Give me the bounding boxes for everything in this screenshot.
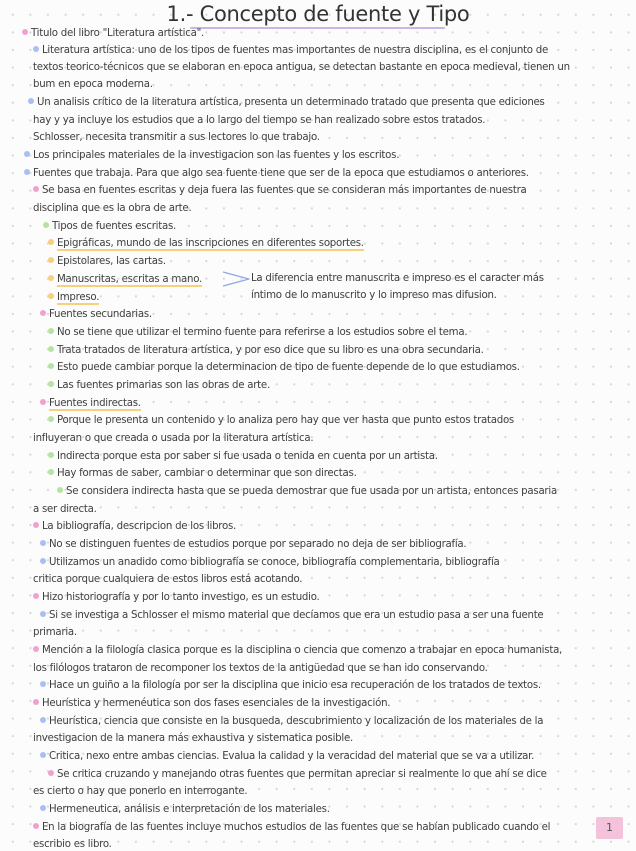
text-line: escribio es libro. <box>33 839 112 850</box>
side-note-line: La diferencia entre manuscrita e impreso es el caracter más <box>251 273 544 284</box>
bullet-dot <box>57 487 63 493</box>
bullet-dot <box>48 416 54 422</box>
bullet-line: Mención a la filología clasica porque es la disciplina o ciencia que comenzo a trabajar en epoca humanista, <box>33 644 562 657</box>
bullet-dot <box>22 29 28 35</box>
bullet-dot <box>48 363 54 369</box>
bullet-line: Indirecta porque esta por saber si fue usada o tenida en cuenta por un artista. <box>48 450 438 463</box>
bullet-dot <box>33 646 39 652</box>
bullet-line: Fuentes que trabaja. Para que algo sea fuente tiene que ser de la epoca que estudiamos o anteriores. <box>24 167 529 180</box>
bullet-dot <box>48 239 54 245</box>
bullet-dot <box>33 186 39 192</box>
bullet-line: Hay formas de saber, cambiar o determinar que son directas. <box>48 467 357 480</box>
bullet-line: Epigráficas, mundo de las inscripciones en diferentes soportes. <box>48 237 364 250</box>
bullet-line: Si se investiga a Schlosser el mismo material que decíamos que era un estudio pasa a ser una fuente <box>40 609 543 622</box>
bullet-dot <box>48 275 54 281</box>
bullet-dot <box>33 522 39 528</box>
bullet-line: Trata tratados de literatura artística, y por eso dice que su libro es una obra secundaria. <box>48 344 484 357</box>
bullet-dot <box>28 98 34 104</box>
bullet-dot <box>48 770 54 776</box>
text-line: es cierto o hay que ponerlo en interrogante. <box>33 786 248 797</box>
bullet-line: Fuentes secundarias. <box>40 308 152 321</box>
bullet-dot <box>48 346 54 352</box>
bullet-line: Hace un guiño a la filología por ser la disciplina que inicio esa recuperación de los tratados de textos. <box>40 679 541 692</box>
bullet-line: Utilizamos un anadido como bibliografía se conoce, bibliografía complementaria, bibliografía <box>40 556 500 569</box>
bullet-line: No se distinguen fuentes de estudios porque por separado no deja de ser bibliografía. <box>40 538 466 551</box>
bullet-line: Se basa en fuentes escritas y deja fuera las fuentes que se consideran más importantes de nuestra <box>33 184 527 197</box>
text-line: Schlosser, necesita transmitir a sus lectores lo que trabajo. <box>33 132 320 143</box>
bullet-line: Las fuentes primarias son las obras de arte. <box>48 379 270 392</box>
text-line: textos teorico-técnicos que se elaboran en epoca antigua, se detectan bastante en epoca medieval, tienen un <box>33 62 570 73</box>
bullet-dot <box>40 717 46 723</box>
bullet-line: Epistolares, las cartas. <box>48 255 166 268</box>
bullet-line: Manuscritas, escritas a mano. <box>48 273 202 286</box>
bullet-dot <box>48 293 54 299</box>
bullet-line: Se critica cruzando y manejando otras fuentes que permitan apreciar si realmente lo que ahí se dice <box>48 768 547 781</box>
bullet-dot <box>48 328 54 334</box>
bullet-line: Heurística y hermenéutica son dos fases esenciales de la investigación. <box>33 697 390 710</box>
bullet-dot <box>40 805 46 811</box>
bullet-dot <box>40 611 46 617</box>
bullet-line: Titulo del libro "Literatura artística". <box>22 27 204 40</box>
bullet-line: La bibliografía, descripcion de los libros. <box>33 520 236 533</box>
text-line: hay y ya incluye los estudios que a lo largo del tiempo se han realizado sobre estos tratados. <box>33 115 486 126</box>
page-title: 1.- Concepto de fuente y Tipo <box>166 2 470 26</box>
text-line: critica porque cualquiera de estos libros está acotando. <box>33 574 303 585</box>
bullet-dot <box>48 257 54 263</box>
bullet-line: Se considera indirecta hasta que se pueda demostrar que fue usada por un artista, entonces pasaria <box>57 485 557 498</box>
bullet-dot <box>43 222 49 228</box>
bullet-dot <box>48 381 54 387</box>
bullet-line: En la biografía de las fuentes incluye muchos estudios de las fuentes que se habían publicado cuando el <box>33 821 550 834</box>
bullet-dot <box>33 593 39 599</box>
side-note-line: íntimo de lo manuscrito y lo impreso mas difusion. <box>251 290 497 301</box>
bullet-dot <box>40 752 46 758</box>
bullet-line: Hermeneutica, análisis e interpretación de los materiales. <box>40 803 330 816</box>
bullet-dot <box>40 310 46 316</box>
bullet-dot <box>40 681 46 687</box>
bullet-line: Critica, nexo entre ambas ciencias. Evalua la calidad y la veracidad del material que se va a utilizar. <box>40 750 534 763</box>
bullet-line: Impreso. <box>48 291 99 304</box>
text-line: bum en epoca moderna. <box>33 79 153 90</box>
title-underline <box>190 27 445 29</box>
bullet-line: Esto puede cambiar porque la determinacion de tipo de fuente depende de lo que estudiamos. <box>48 361 520 374</box>
text-line: influyeran o que creada o usada por la literatura artística. <box>33 433 314 444</box>
bullet-dot <box>24 151 30 157</box>
text-line: los filólogos trataron de recomponer los textos de la antigüedad que se han ido conservando. <box>33 663 488 674</box>
bullet-dot <box>33 46 39 52</box>
text-line: disciplina que es la obra de arte. <box>33 203 192 214</box>
bullet-dot <box>24 169 30 175</box>
bullet-line: Un analisis crítico de la literatura artística, presenta un determinado tratado que presenta que ediciones <box>28 96 545 109</box>
bullet-dot <box>40 399 46 405</box>
side-note <box>251 270 544 304</box>
bullet-line: Heurística, ciencia que consiste en la busqueda, descubrimiento y localización de los materiales de la <box>40 715 543 728</box>
bullet-line: Los principales materiales de la investigacion son las fuentes y los escritos. <box>24 149 399 162</box>
text-line: investigacion de la manera más exhaustiva y sistematica posible. <box>33 733 353 744</box>
bullet-dot <box>48 469 54 475</box>
bullet-dot <box>40 558 46 564</box>
arrow-icon <box>222 269 252 289</box>
bullet-line: Literatura artística: uno de los tipos de fuentes mas importantes de nuestra disciplina, es el conjunto de <box>33 44 548 57</box>
bullet-line: Hizo historiografía y por lo tanto investigo, es un estudio. <box>33 591 320 604</box>
bullet-line: Fuentes indirectas. <box>40 397 141 410</box>
bullet-line: Porque le presenta un contenido y lo analiza pero hay que ver hasta que punto estos tratados <box>48 414 514 427</box>
bullet-line: No se tiene que utilizar el termino fuente para referirse a los estudios sobre el tema. <box>48 326 467 339</box>
bullet-dot <box>33 823 39 829</box>
text-line: primaria. <box>33 627 77 638</box>
bullet-line: Tipos de fuentes escritas. <box>43 220 176 233</box>
bullet-dot <box>33 699 39 705</box>
bullet-dot <box>40 540 46 546</box>
page-number-badge: 1 <box>596 817 623 839</box>
bullet-dot <box>48 452 54 458</box>
text-line: a ser directa. <box>33 504 97 515</box>
